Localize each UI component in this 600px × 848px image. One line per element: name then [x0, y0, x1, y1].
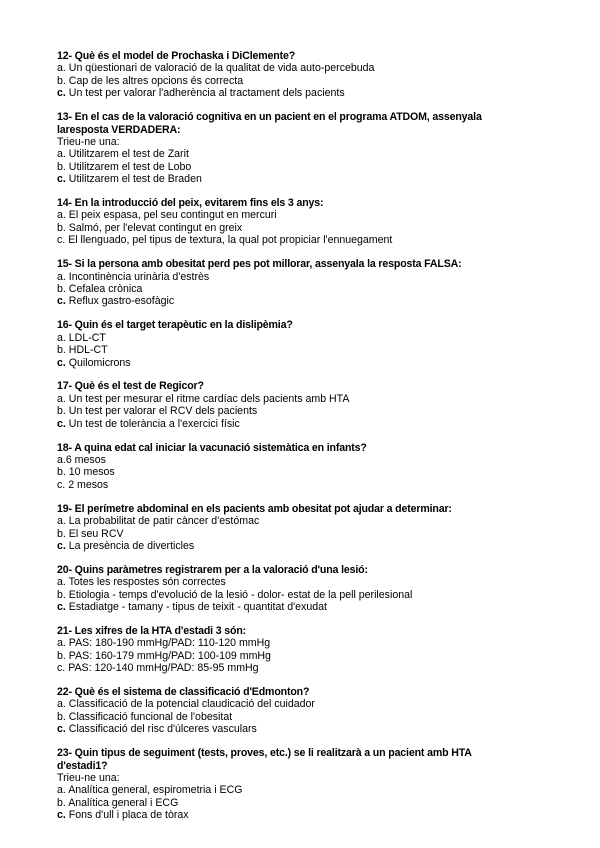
option-b — [57, 344, 497, 356]
option-letter: b. — [57, 74, 66, 87]
option-text: Un test per valorar el RCV dels pacients — [65, 405, 258, 418]
option-letter: c. — [57, 601, 66, 614]
option-letter: b. — [57, 649, 66, 662]
option-letter: b. — [57, 466, 66, 479]
option-text: Cefalea crònica — [65, 283, 143, 295]
question-18 — [57, 442, 497, 492]
option-letter: b. — [57, 283, 66, 295]
option-letter: b. — [57, 344, 66, 357]
option-c — [57, 357, 497, 369]
option-text: LDL-CT — [65, 331, 106, 344]
option-text: Classificació de la potencial claudicació del cuidador — [65, 698, 315, 711]
option-a — [57, 62, 497, 74]
option-a — [57, 271, 497, 283]
option-text: PAS: 180-190 mmHg/PAD: 110-120 mmHg — [65, 637, 271, 650]
question-title: 12- Què és el model de Prochaska i DiClemente? — [57, 50, 296, 62]
option-text: 6 mesos — [65, 453, 106, 466]
option-text: Un test per mesurar el ritme cardíac dels pacients amb HTA — [65, 392, 350, 405]
question-title: 23- Quin tipus de seguiment (tests, proves, etc.) se li realitzarà a un pacient amb HTA d'estadi1? — [57, 747, 472, 772]
option-text: Classificació funcional de l'obesitat — [65, 710, 233, 723]
option-letter: a. — [57, 209, 66, 222]
question-instruction: Trieu-ne una: — [57, 135, 120, 148]
option-letter: a. — [57, 784, 66, 797]
option-letter: b. — [57, 221, 66, 234]
option-a — [57, 148, 497, 160]
question-22 — [57, 686, 497, 736]
option-c — [57, 662, 497, 674]
option-a — [57, 209, 497, 221]
option-text: Utilitzarem el test de Lobo — [65, 160, 192, 173]
question-title: 17- Què és el test de Regicor? — [57, 380, 204, 393]
option-text: Quilomicrons — [65, 356, 131, 369]
option-b — [57, 161, 497, 173]
option-text: Etiologia - temps d'evolució de la lesió - dolor- estat de la pell perilesional — [65, 588, 413, 601]
option-text: HDL-CT — [65, 344, 108, 357]
option-text: Salmó, per l'elevat contingut en greix — [65, 221, 243, 234]
option-letter: a. — [57, 270, 66, 283]
option-c — [57, 723, 497, 735]
question-16 — [57, 319, 497, 369]
question-17 — [57, 380, 497, 430]
option-a — [57, 698, 497, 710]
option-letter: b. — [57, 160, 66, 173]
option-c — [57, 234, 497, 246]
option-text: La probabilitat de patir càncer d'estómac — [65, 515, 260, 528]
question-title: 20- Quins paràmetres registrarem per a la valoració d'una lesió: — [57, 563, 368, 576]
option-letter: a. — [57, 62, 66, 75]
option-text: Utilitzarem el test de Braden — [65, 173, 202, 186]
option-letter: c. — [57, 417, 66, 430]
option-a — [57, 393, 497, 405]
option-b — [57, 711, 497, 723]
option-letter: a. — [57, 576, 66, 589]
option-b — [57, 283, 497, 295]
question-title: 19- El perímetre abdominal en els pacients amb obesitat pot ajudar a determinar: — [57, 502, 452, 515]
option-a — [57, 576, 497, 588]
option-text: La presència de diverticles — [65, 539, 195, 552]
option-text: El llenguado, pel tipus de textura, la qual pot propiciar l'ennuegament — [65, 234, 393, 247]
option-c — [57, 601, 497, 613]
option-a — [57, 454, 497, 466]
question-21 — [57, 625, 497, 675]
option-letter: b. — [57, 588, 66, 601]
question-15 — [57, 258, 497, 308]
option-letter: c. — [57, 809, 66, 822]
question-14 — [57, 197, 497, 247]
option-letter: c. — [57, 539, 66, 552]
option-b — [57, 528, 497, 540]
option-letter: c. — [57, 723, 66, 736]
option-letter: a. — [57, 637, 66, 650]
option-letter: c. — [57, 662, 66, 675]
option-text: Cap de les altres opcions és correcta — [65, 74, 244, 87]
option-letter: c. — [57, 356, 66, 369]
option-c — [57, 479, 497, 491]
option-text: Fons d'ull i placa de tòrax — [65, 809, 189, 822]
option-b — [57, 222, 497, 234]
option-text: Estadiatge - tamany - tipus de teixit - quantitat d'exudat — [65, 601, 327, 614]
option-c — [57, 809, 497, 821]
option-text: Totes les respostes són correctes — [65, 576, 226, 589]
option-letter: c. — [57, 234, 66, 247]
option-a — [57, 784, 497, 796]
option-b — [57, 650, 497, 662]
option-c — [57, 418, 497, 430]
question-title: 21- Les xifres de la HTA d'estadi 3 són: — [57, 624, 247, 637]
option-text: El peix espasa, pel seu contingut en mercuri — [65, 209, 277, 222]
option-a — [57, 637, 497, 649]
question-20 — [57, 564, 497, 614]
option-b — [57, 75, 497, 87]
option-letter: a. — [57, 148, 66, 161]
option-b — [57, 589, 497, 601]
option-letter: b. — [57, 405, 66, 418]
option-letter: a. — [57, 698, 66, 711]
option-letter: c. — [57, 478, 66, 491]
question-title: 22- Què és el sistema de classificació d'Edmonton? — [57, 686, 310, 699]
option-c — [57, 540, 497, 552]
option-letter: c. — [57, 295, 66, 308]
question-title: 18- A quina edat cal iniciar la vacunació sistemàtica en infants? — [57, 441, 367, 454]
option-text: Incontinència urinària d'estrès — [65, 270, 210, 283]
question-12 — [57, 50, 497, 100]
option-text: 2 mesos — [65, 478, 109, 491]
question-list — [57, 50, 497, 833]
option-letter: c. — [57, 173, 66, 186]
question-13 — [57, 111, 497, 185]
option-text: 10 mesos — [65, 466, 115, 479]
option-c — [57, 173, 497, 185]
option-text: PAS: 120-140 mmHg/PAD: 85-95 mmHg — [65, 662, 259, 675]
option-c — [57, 87, 497, 99]
question-title: 13- En el cas de la valoració cognitiva en un pacient en el programa ATDOM, assenyala laresposta VERDADERA: — [57, 111, 482, 136]
option-c — [57, 295, 497, 307]
option-letter: b. — [57, 796, 66, 809]
question-title: 16- Quin és el target terapèutic en la dislipèmia? — [57, 319, 293, 332]
option-a — [57, 515, 497, 527]
option-b — [57, 466, 497, 478]
option-text: Un qüestionari de valoració de la qualitat de vida auto-percebuda — [65, 62, 375, 75]
option-letter: a. — [57, 453, 66, 466]
question-instruction: Trieu-ne una: — [57, 772, 120, 784]
option-text: Un test de tolerància a l'exercici físic — [65, 417, 240, 430]
option-letter: a. — [57, 515, 66, 528]
option-a — [57, 332, 497, 344]
option-text: Classificació del risc d'úlceres vasculars — [65, 723, 257, 736]
question-title: 15- Si la persona amb obesitat perd pes pot millorar, assenyala la resposta FALSA: — [57, 258, 462, 271]
option-text: Reflux gastro-esofàgic — [65, 295, 175, 308]
option-b — [57, 797, 497, 809]
question-title: 14- En la introducció del peix, evitarem fins els 3 anys: — [57, 197, 324, 210]
option-text: Analítica general i ECG — [65, 796, 179, 809]
option-text: Un test per valorar l'adherència al tractament dels pacients — [65, 87, 345, 100]
question-19 — [57, 503, 497, 553]
option-letter: c. — [57, 87, 66, 100]
option-letter: b. — [57, 710, 66, 723]
question-23 — [57, 747, 497, 821]
option-letter: b. — [57, 527, 66, 540]
option-text: Utilitzarem el test de Zarit — [65, 148, 189, 161]
option-b — [57, 405, 497, 417]
option-text: El seu RCV — [65, 527, 124, 540]
option-letter: a. — [57, 392, 66, 405]
option-text: PAS: 160-179 mmHg/PAD: 100-109 mmHg — [65, 649, 271, 662]
option-text: Analítica general, espirometria i ECG — [65, 784, 243, 797]
option-letter: a. — [57, 331, 66, 344]
